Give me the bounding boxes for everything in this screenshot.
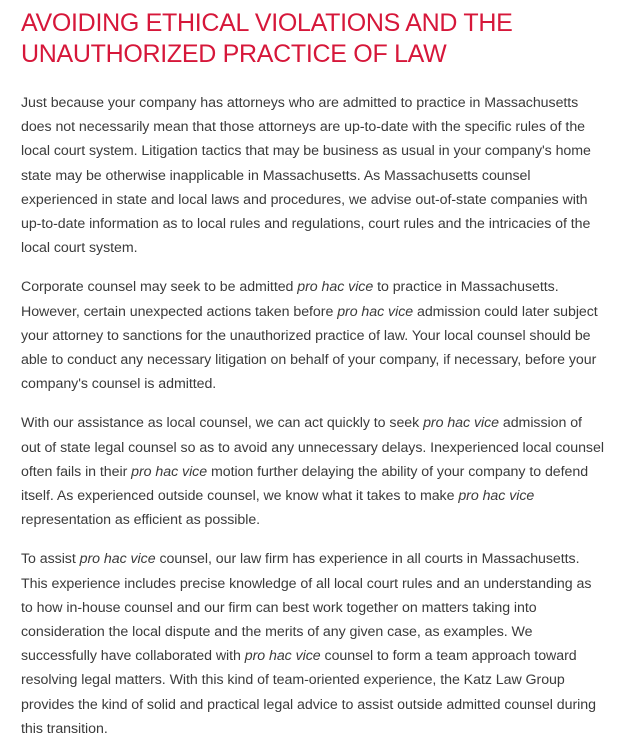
paragraph-text: motion further delaying the ability of your company to defend itself. As experienced outside counsel, we know what it takes to make [21, 463, 589, 505]
page-title: AVOIDING ETHICAL VIOLATIONS AND THE UNAUTHORIZED PRACTICE OF LAW [21, 9, 513, 68]
latin-term: pro hac vice [297, 279, 374, 296]
latin-term: pro hac vice [131, 463, 208, 480]
paragraph-text: admission of out of state legal counsel so as to avoid any unnecessary delays. Inexperienced local counsel often fails in their [21, 415, 604, 480]
paragraph-text: With our assistance as local counsel, we can act quickly to seek [21, 415, 424, 432]
paragraph-text: to practice in Massachusetts. However, certain unexpected actions taken before [21, 279, 559, 320]
latin-term: pro hac vice [458, 488, 535, 505]
paragraph-2 [21, 275, 605, 396]
paragraph-text: To assist [21, 551, 80, 568]
paragraph-text: counsel to form a team approach toward resolving legal matters. With this kind of team-oriented experience, the Katz Law Group provides the kind of solid and practical legal advice to assist outside admitted counsel during this transition. [21, 648, 596, 737]
paragraph-text: counsel, our law firm has experience in all courts in Massachusetts. This experience includes precise knowledge of all local court rules and an understanding as to how in-house counsel and our firm can best work together on matters taking into consideration the local dispute and the merits of any given case, as examples. We successfully have collaborated with [21, 551, 592, 665]
paragraph-4 [21, 547, 605, 741]
paragraph-text: representation as efficient as possible. [21, 512, 261, 529]
paragraph-text: Just because your company has attorneys who are admitted to practice in Massachusetts does not necessarily mean that those attorneys are up-to-date with the specific rules of the local court system. Litigation tactics that may be business as usual in your company's home state may be otherwise inapplicable in Massachusetts. As Massachusetts counsel experienced in state and local laws and procedures, we advise out-of-state companies with up-to-date information as to local rules and regulations, court rules and the intricacies of the local court system. [21, 95, 591, 257]
latin-term: pro hac vice [423, 415, 499, 432]
paragraph-text: Corporate counsel may seek to be admitted [21, 279, 298, 296]
latin-term: pro hac vice [79, 551, 156, 568]
latin-term: pro hac vice [244, 648, 321, 665]
latin-term: pro hac vice [337, 303, 414, 320]
paragraph-text: admission could later subject your attorney to sanctions for the unauthorized practice of law. Your local counsel should be able to conduct any necessary litigation on behalf of your company, if necessary, before your company's counsel is admitted. [21, 303, 598, 393]
paragraph-1 [21, 91, 605, 260]
paragraph-3 [21, 411, 605, 532]
